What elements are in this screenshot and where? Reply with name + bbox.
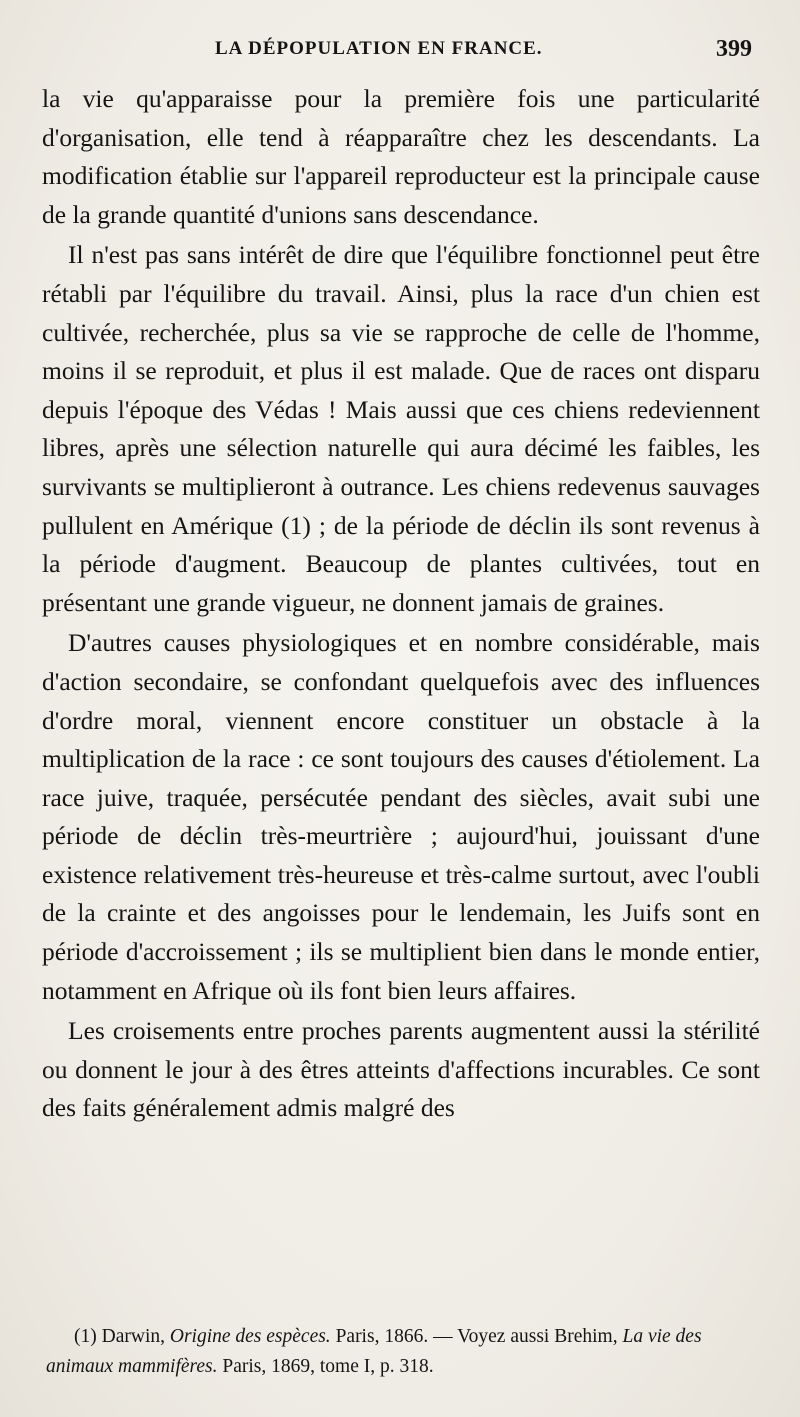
- footnote-marker: (1): [74, 1326, 97, 1347]
- footnote-work-2: La vie des animaux mammifères.: [46, 1326, 702, 1377]
- footnote-tail: Paris, 1869, tome I, p. 318.: [222, 1356, 434, 1377]
- footnote-mid: Paris, 1866. — Voyez aussi Brehim,: [335, 1326, 618, 1347]
- page-number: 399: [716, 36, 752, 62]
- footnote-1: [46, 1322, 766, 1382]
- paragraph-3: D'autres causes physiologiques et en nombre considérable, mais d'action secondaire, se confondant quelquefois avec des influences d'ordre moral, viennent encore constituer un obstacle à la multiplication de la race : ce sont toujours des causes d'étiolement. La race juive, traquée, persécutée pendant des siècles, avait subi une période de déclin très-meurtrière ; aujourd'hui, jouissant d'une existence relativement très-heureuse et très-calme surtout, avec l'oubli de la crainte et des angoisses pour le lendemain, les Juifs sont en période d'accroissement ; ils se multiplient bien dans le monde entier, notamment en Afrique où ils font bien leurs affaires.: [42, 628, 760, 1005]
- footnote-work-1: Origine des espèces.: [169, 1326, 331, 1347]
- paragraph-4: Les croisements entre proches parents augmentent aussi la stérilité ou donnent le jour à des êtres atteints d'affections incurables. Ce sont des faits généralement admis malgré des: [42, 1016, 760, 1123]
- footnote-author: Darwin,: [101, 1326, 165, 1347]
- body-text: [42, 80, 760, 1128]
- paragraph-2: Il n'est pas sans intérêt de dire que l'équilibre fonctionnel peut être rétabli par l'équilibre du travail. Ainsi, plus la race d'un chien est cultivée, recherchée, plus sa vie se rapproche de celle de l'homme, moins il se reproduit, et plus il est malade. Que de races ont disparu depuis l'époque des Védas ! Mais aussi que ces chiens redeviennent libres, après une sélection naturelle qui aura décimé les faibles, les survivants se multiplieront à outrance. Les chiens redevenus sauvages pullulent en Amérique (1) ; de la période de déclin ils sont revenus à la période d'augment. Beaucoup de plantes cultivées, tout en présentant une grande vigueur, ne donnent jamais de graines.: [42, 240, 760, 617]
- paragraph-1: la vie qu'apparaisse pour la première fois une particularité d'organisation, elle tend à réapparaître chez les descendants. La modification établie sur l'appareil reproducteur est la principale cause de la grande quantité d'unions sans descendance.: [42, 84, 760, 229]
- running-title: LA DÉPOPULATION EN FRANCE.: [215, 38, 543, 59]
- footnotes: [46, 1322, 766, 1382]
